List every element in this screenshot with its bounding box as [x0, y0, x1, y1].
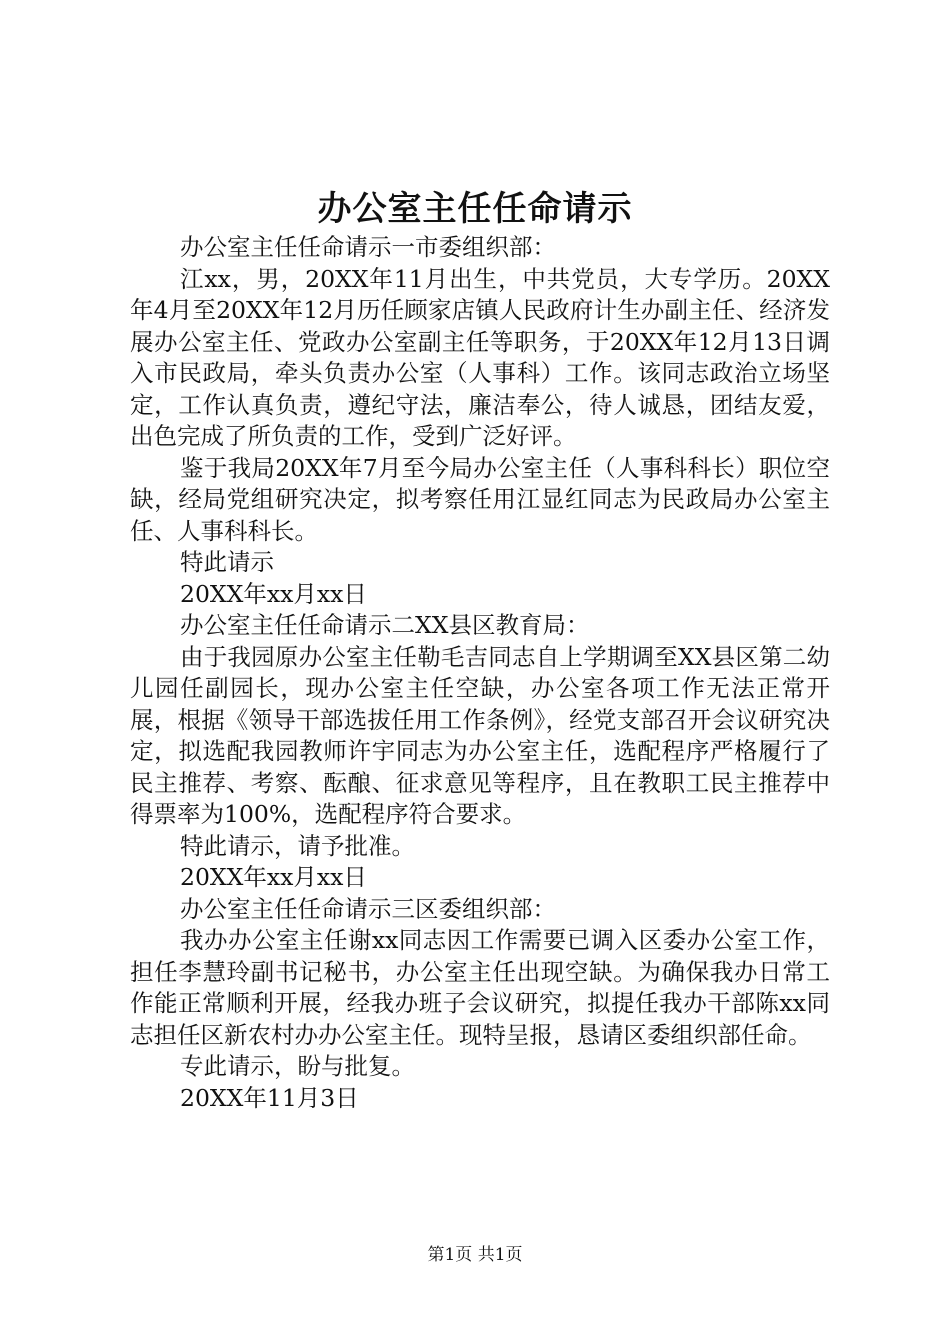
- paragraph-request-2-body: 由于我园原办公室主任勒毛吉同志自上学期调至XX县区第二幼儿园任副园长，现办公室主任空缺，办公室各项工作无法正常开展，根据《领导干部选拔任用工作条例》，经党支部召开会议研究决定，拟选配我园教师许宇同志为办公室主任，选配程序严格履行了民主推荐、考察、酝酿、征求意见等程序，且在教职工民主推荐中得票率为100%，选配程序符合要求。: [130, 642, 830, 828]
- paragraph-request-1-closing: 特此请示: [180, 548, 274, 576]
- document-body: [130, 232, 830, 1114]
- paragraph-request-1-decision: 鉴于我局20XX年7月至今局办公室主任（人事科科长）职位空缺，经局党组研究决定，拟考察任用江显红同志为民政局办公室主任、人事科科长。: [130, 453, 830, 545]
- paragraph-request-3-date: 20XX年11月3日: [180, 1083, 359, 1112]
- paragraph-request-3-closing: 专此请示，盼与批复。: [180, 1052, 415, 1080]
- paragraph-request-2-date: 20XX年xx月xx日: [180, 863, 367, 891]
- paragraph-request-3-body: 我办办公室主任谢xx同志因工作需要已调入区委办公室工作，担任李慧玲副书记秘书，办公室主任出现空缺。为确保我办日常工作能正常顺利开展，经我办班子会议研究，拟提任我办干部陈xx同志担任区新农村办办公室主任。现特呈报，恳请区委组织部任命。: [130, 926, 830, 1049]
- paragraph-request-1-heading: 办公室主任任命请示一市委组织部：: [180, 233, 556, 261]
- paragraph-request-2-heading: 办公室主任任命请示二XX县区教育局：: [180, 611, 590, 639]
- document-title: 办公室主任任命请示: [317, 189, 633, 229]
- paragraph-request-1-date: 20XX年xx月xx日: [180, 579, 367, 608]
- paragraph-request-2-closing: 特此请示，请予批准。: [180, 831, 415, 860]
- paragraph-request-3-heading: 办公室主任任命请示三区委组织部：: [180, 894, 556, 923]
- paragraph-request-1-candidate: 江xx，男，20XX年11月出生，中共党员，大专学历。20XX年4月至20XX年12月历任顾家店镇人民政府计生办副主任、经济发展办公室主任、党政办公室副主任等职务，于20XX年12月13日调入市民政局，牵头负责办公室（人事科）工作。该同志政治立场坚定，工作认真负责，遵纪守法，廉洁奉公，待人诚恳，团结友爱，出色完成了所负责的工作，受到广泛好评。: [130, 264, 830, 450]
- page-number-footer: 第1页 共1页: [427, 1245, 523, 1265]
